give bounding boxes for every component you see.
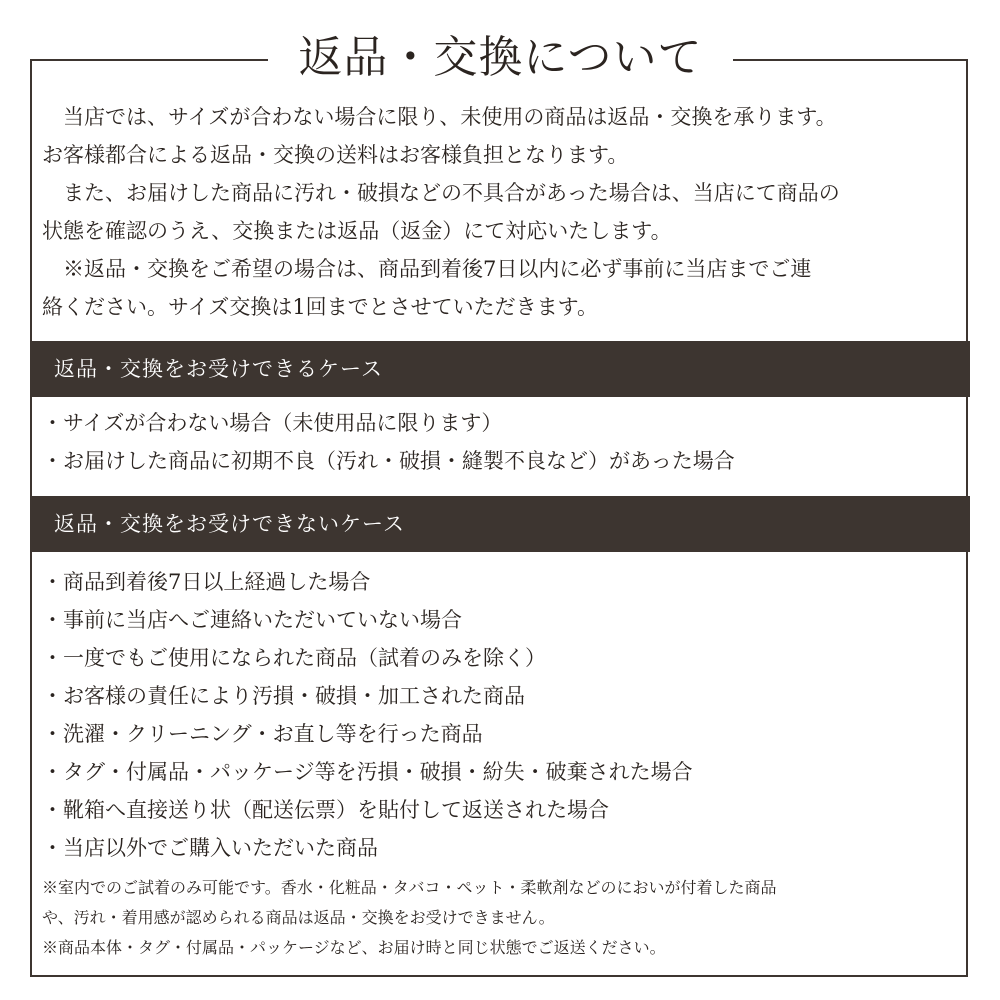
returnable-cases-list [42, 404, 958, 480]
intro-line: また、お届けした商品に汚れ・破損などの不具合があった場合は、当店にて商品の [42, 181, 840, 205]
footnote-line: ※室内でのご試着のみ可能です。香水・化粧品・タバコ・ペット・柔軟剤などのにおいが付着した商品 [42, 878, 777, 897]
section-heading-returnable: 返品・交換をお受けできるケース [30, 341, 970, 397]
list-item: ・タグ・付属品・パッケージ等を汚損・破損・紛失・破棄された場合 [42, 760, 693, 784]
list-item: ・洗濯・クリーニング・お直し等を行った商品 [42, 722, 483, 746]
list-item: ・お届けした商品に初期不良（汚れ・破損・縫製不良など）があった場合 [42, 449, 735, 473]
list-item: ・一度でもご使用になられた商品（試着のみを除く） [42, 646, 546, 670]
list-item: ・当店以外でご購入いただいた商品 [42, 836, 378, 860]
footnotes [42, 873, 958, 963]
list-item: ・事前に当店へご連絡いただいていない場合 [42, 608, 462, 632]
list-item: ・靴箱へ直接送り状（配送伝票）を貼付して返送された場合 [42, 798, 609, 822]
section-heading-non-returnable: 返品・交換をお受けできないケース [30, 496, 970, 552]
intro-line: 当店では、サイズが合わない場合に限り、未使用の商品は返品・交換を承ります。 [42, 105, 837, 129]
page-title: 返品・交換について [268, 22, 733, 94]
list-item: ・お客様の責任により汚損・破損・加工された商品 [42, 684, 525, 708]
intro-line: 状態を確認のうえ、交換または返品（返金）にて対応いたします。 [42, 219, 672, 243]
intro-line: ※返品・交換をご希望の場合は、商品到着後7日以内に必ず事前に当店までご連 [42, 257, 812, 281]
intro-line: 絡ください。サイズ交換は1回までとさせていただきます。 [42, 295, 598, 319]
intro-text [42, 98, 958, 326]
footnote-line: や、汚れ・着用感が認められる商品は返品・交換をお受けできません。 [42, 908, 555, 927]
footnote-line: ※商品本体・タグ・付属品・パッケージなど、お届け時と同じ状態でご返送ください。 [42, 938, 666, 957]
intro-line: お客様都合による返品・交換の送料はお客様負担となります。 [42, 143, 629, 167]
list-item: ・商品到着後7日以上経過した場合 [42, 570, 371, 594]
list-item: ・サイズが合わない場合（未使用品に限ります） [42, 411, 503, 435]
non-returnable-cases-list [42, 563, 958, 867]
